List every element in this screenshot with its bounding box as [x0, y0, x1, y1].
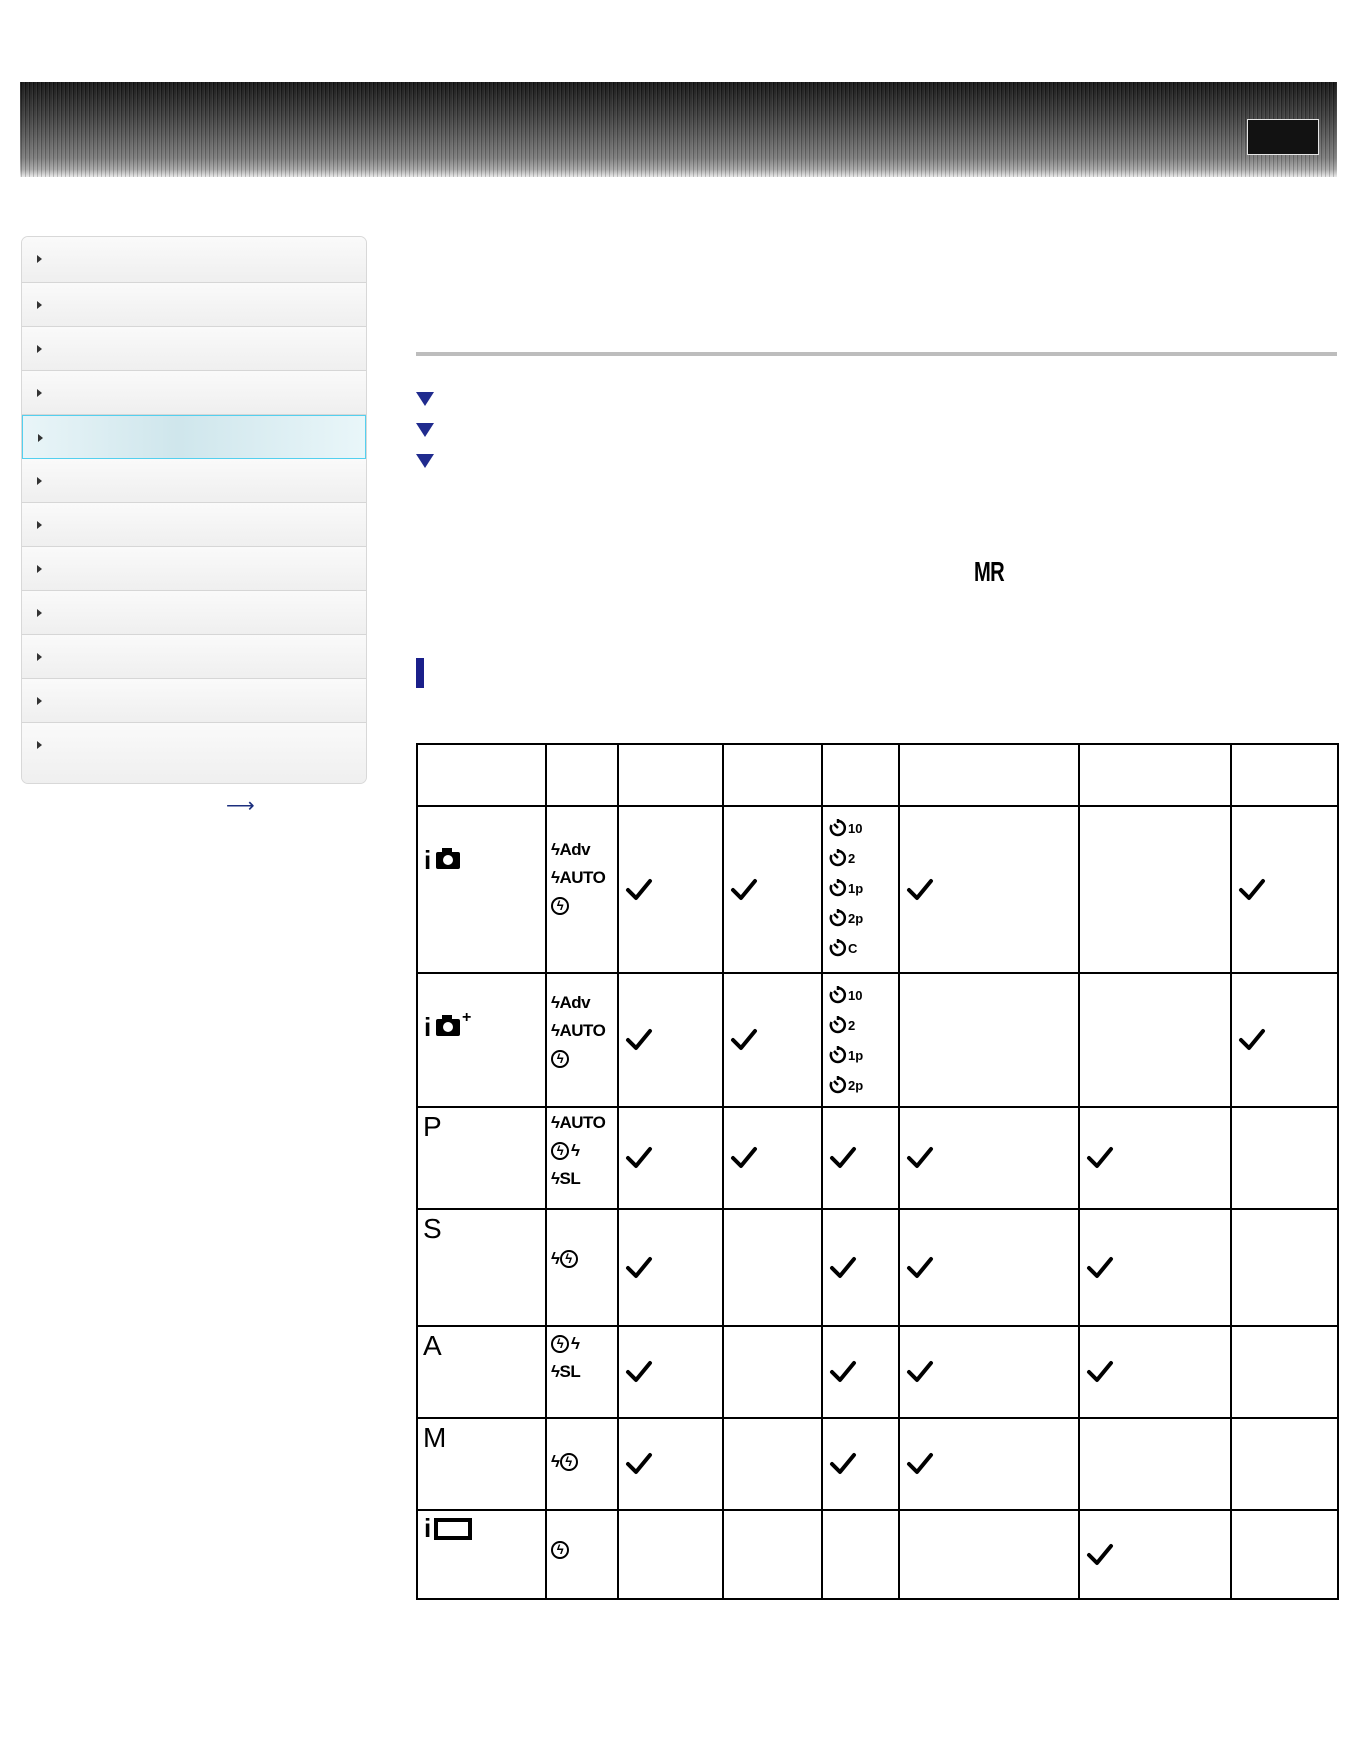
flash-cell	[546, 1418, 618, 1510]
timer-label: 1p	[848, 880, 864, 896]
flash-cell	[546, 1510, 618, 1599]
table-header-cell	[618, 744, 723, 806]
checkmark-icon	[1086, 1256, 1114, 1280]
flash-mode-icon	[551, 1110, 605, 1136]
feature-cell	[1079, 1510, 1231, 1599]
flash-mode-icon	[551, 1018, 605, 1044]
flash-mode-icon	[551, 1246, 580, 1272]
check-wrap	[619, 1210, 722, 1325]
shooting-mode-table	[416, 743, 1339, 1600]
checkmark-icon	[625, 1028, 653, 1052]
table-header-cell	[899, 744, 1079, 806]
table-row	[417, 1107, 1338, 1209]
check-wrap	[900, 1108, 1078, 1208]
right-arrow-icon[interactable]: ⟶	[226, 795, 255, 817]
mode-icon-wrap	[422, 841, 482, 878]
feature-cell	[899, 1510, 1079, 1599]
flash-cell	[546, 1107, 618, 1209]
sidebar-nav	[21, 236, 367, 784]
feature-cell	[1079, 1209, 1231, 1326]
feature-cell	[618, 1209, 723, 1326]
feature-cell	[1079, 1418, 1231, 1510]
mode-cell	[417, 1107, 546, 1209]
mode-cell	[417, 1510, 546, 1599]
check-wrap	[619, 1108, 722, 1208]
header-banner	[20, 82, 1337, 177]
feature-cell	[723, 973, 822, 1107]
feature-cell	[618, 1107, 723, 1209]
timer-dial-icon	[828, 1075, 848, 1095]
check-wrap	[724, 807, 821, 972]
flash-label: ϟAdv	[551, 993, 591, 1012]
timer-label: 10	[848, 820, 863, 836]
feature-cell	[899, 973, 1079, 1107]
self-timer-cell	[822, 1209, 899, 1326]
table-row	[417, 806, 1338, 973]
check-wrap	[900, 1419, 1078, 1509]
flash-mode-icon	[551, 837, 605, 863]
check-wrap	[900, 807, 1078, 972]
timer-label: C	[848, 940, 858, 956]
chevron-right-icon	[37, 345, 42, 353]
flash-label: ϟSL	[551, 1169, 581, 1188]
table-row	[417, 973, 1338, 1107]
table-row	[417, 1326, 1338, 1418]
self-timer-icon	[828, 1010, 863, 1040]
checkmark-icon	[906, 1146, 934, 1170]
flash-mode-icon	[551, 865, 605, 891]
flash-mode-list	[551, 1449, 580, 1475]
table-header-cell	[822, 744, 899, 806]
checkmark-icon	[625, 878, 653, 902]
check-wrap	[619, 974, 722, 1106]
check-wrap	[619, 1327, 722, 1417]
flash-off-icon: ϟ	[551, 1050, 569, 1068]
self-timer-icon	[828, 980, 863, 1010]
feature-cell	[1079, 1326, 1231, 1418]
checkmark-icon	[906, 1452, 934, 1476]
sidebar-item-7[interactable]	[22, 503, 366, 547]
self-timer-cell	[822, 973, 899, 1107]
table-header-cell	[546, 744, 618, 806]
timer-label: 2p	[848, 910, 864, 926]
mode-label: M	[423, 1422, 447, 1453]
timer-label: 10	[848, 987, 863, 1003]
feature-cell	[723, 1510, 822, 1599]
feature-cell	[1079, 806, 1231, 973]
timer-dial-icon	[828, 908, 848, 928]
mode-label: A	[423, 1330, 442, 1361]
mode-label: S	[423, 1213, 442, 1244]
checkmark-icon	[1086, 1543, 1114, 1567]
flash-label: ϟAUTO	[551, 868, 606, 887]
feature-cell	[1231, 1107, 1338, 1209]
flash-cell	[546, 973, 618, 1107]
timer-label: 2p	[848, 1077, 864, 1093]
feature-cell	[1231, 1209, 1338, 1326]
feature-cell	[899, 806, 1079, 973]
flash-cell	[546, 1209, 618, 1326]
timer-dial-icon	[828, 985, 848, 1005]
feature-cell	[1231, 806, 1338, 973]
timer-dial-icon	[828, 1015, 848, 1035]
check-wrap	[1080, 1327, 1230, 1417]
mode-cell	[417, 1326, 546, 1418]
self-timer-icon	[828, 873, 863, 903]
flash-mode-icon	[551, 990, 605, 1016]
checkmark-icon	[1086, 1146, 1114, 1170]
feature-cell	[723, 1326, 822, 1418]
mode-icon-wrap	[422, 1008, 482, 1045]
triangle-down-icon	[416, 454, 434, 468]
svg-text:i: i	[424, 1012, 432, 1040]
table-header-cell	[723, 744, 822, 806]
title-divider	[416, 352, 1337, 356]
check-wrap	[823, 1210, 898, 1325]
feature-cell	[723, 1418, 822, 1510]
svg-text:i: i	[424, 1513, 432, 1543]
flash-mode-list	[551, 1246, 580, 1272]
feature-cell	[1231, 1510, 1338, 1599]
feature-cell	[723, 806, 822, 973]
chevron-right-icon	[37, 697, 42, 705]
flash-label: ϟ	[571, 1334, 580, 1353]
check-wrap	[1232, 974, 1337, 1106]
checkmark-icon	[730, 1146, 758, 1170]
checkmark-icon	[1086, 1360, 1114, 1384]
flash-off-icon: ϟ	[551, 1541, 569, 1559]
chevron-right-icon	[37, 389, 42, 397]
timer-dial-icon	[828, 938, 848, 958]
self-timer-icon	[828, 1070, 863, 1100]
mode-icon-wrap	[422, 1513, 482, 1550]
sidebar-item-9[interactable]	[22, 591, 366, 635]
self-timer-list	[828, 813, 863, 963]
check-wrap	[1080, 1108, 1230, 1208]
sidebar-item-11[interactable]	[22, 679, 366, 723]
self-timer-icon	[828, 1040, 863, 1070]
feature-cell	[899, 1209, 1079, 1326]
mode-cell	[417, 973, 546, 1107]
checkmark-icon	[906, 1256, 934, 1280]
sidebar-item-1[interactable]	[22, 237, 366, 283]
check-wrap	[900, 1327, 1078, 1417]
flash-off-icon: ϟ	[551, 1335, 569, 1353]
intelligent-auto-icon	[422, 841, 482, 873]
svg-text:i: i	[424, 845, 432, 873]
chevron-right-icon	[37, 521, 42, 529]
self-timer-cell	[822, 806, 899, 973]
sidebar-item-4[interactable]	[22, 371, 366, 415]
check-wrap	[619, 1419, 722, 1509]
checkmark-icon	[730, 878, 758, 902]
chevron-right-icon	[37, 255, 42, 263]
table-row	[417, 1418, 1338, 1510]
flash-mode-list	[551, 837, 605, 919]
checkmark-icon	[829, 1452, 857, 1476]
table-row	[417, 1209, 1338, 1326]
checkmark-icon	[829, 1146, 857, 1170]
checkmark-icon	[625, 1360, 653, 1384]
flash-mode-icon	[551, 1046, 605, 1072]
svg-text:+: +	[462, 1009, 472, 1026]
feature-cell	[899, 1107, 1079, 1209]
table-row	[417, 1510, 1338, 1599]
section-marker	[416, 658, 424, 688]
check-wrap	[900, 1210, 1078, 1325]
feature-cell	[618, 973, 723, 1107]
self-timer-cell	[822, 1510, 899, 1599]
flash-label: ϟAdv	[551, 840, 591, 859]
flash-mode-icon	[551, 1537, 571, 1563]
timer-dial-icon	[828, 818, 848, 838]
self-timer-cell	[822, 1107, 899, 1209]
table-header-cell	[1079, 744, 1231, 806]
table-header-cell	[417, 744, 546, 806]
mode-cell	[417, 1209, 546, 1326]
flash-label: ϟ	[571, 1141, 580, 1160]
checkmark-icon	[730, 1028, 758, 1052]
checkmark-icon	[829, 1360, 857, 1384]
flash-mode-list	[551, 1537, 571, 1563]
flash-label: ϟSL	[551, 1362, 581, 1381]
feature-cell	[723, 1107, 822, 1209]
self-timer-icon	[828, 843, 863, 873]
check-wrap	[823, 1108, 898, 1208]
feature-cell	[899, 1418, 1079, 1510]
checkmark-icon	[1238, 1028, 1266, 1052]
flash-label: ϟAUTO	[551, 1021, 606, 1040]
feature-cell	[723, 1209, 822, 1326]
checkmark-icon	[906, 878, 934, 902]
chevron-right-icon	[37, 477, 42, 485]
feature-cell	[1231, 1418, 1338, 1510]
feature-cell	[618, 1510, 723, 1599]
timer-dial-icon	[828, 1045, 848, 1065]
superior-auto-icon	[422, 1008, 482, 1040]
check-wrap	[1080, 1210, 1230, 1325]
feature-cell	[1079, 1107, 1231, 1209]
feature-cell	[1079, 973, 1231, 1107]
sidebar-item-3[interactable]	[22, 327, 366, 371]
sidebar-item-10[interactable]	[22, 635, 366, 679]
feature-cell	[1231, 1326, 1338, 1418]
checkmark-icon	[906, 1360, 934, 1384]
self-timer-icon	[828, 933, 863, 963]
chevron-right-icon	[38, 434, 43, 442]
flash-mode-icon	[551, 1449, 580, 1475]
flash-label: ϟAUTO	[551, 1113, 606, 1132]
timer-dial-icon	[828, 878, 848, 898]
sidebar-item-6[interactable]	[22, 459, 366, 503]
flash-off-icon: ϟ	[560, 1250, 578, 1268]
check-wrap	[724, 974, 821, 1106]
check-wrap	[823, 1419, 898, 1509]
checkmark-icon	[625, 1452, 653, 1476]
flash-cell	[546, 806, 618, 973]
flash-off-icon: ϟ	[551, 1142, 569, 1160]
table-header-row	[417, 744, 1338, 806]
chevron-right-icon	[37, 653, 42, 661]
self-timer-icon	[828, 813, 863, 843]
self-timer-icon	[828, 903, 863, 933]
check-wrap	[1080, 1511, 1230, 1598]
table-header-cell	[1231, 744, 1338, 806]
self-timer-list	[828, 980, 863, 1100]
feature-cell	[618, 1418, 723, 1510]
chevron-right-icon	[37, 741, 42, 749]
chevron-right-icon	[37, 609, 42, 617]
mode-cell	[417, 1418, 546, 1510]
flash-mode-list	[551, 1331, 580, 1385]
self-timer-cell	[822, 1326, 899, 1418]
chevron-right-icon	[37, 565, 42, 573]
mode-label: P	[423, 1111, 442, 1142]
header-button[interactable]	[1247, 119, 1319, 155]
triangle-down-icon	[416, 392, 434, 406]
checkmark-icon	[829, 1256, 857, 1280]
feature-cell	[1231, 973, 1338, 1107]
triangle-down-icon	[416, 423, 434, 437]
sidebar-item-5[interactable]	[22, 415, 366, 459]
sidebar-item-8[interactable]	[22, 547, 366, 591]
sidebar-item-12[interactable]	[22, 723, 366, 783]
flash-mode-list	[551, 990, 605, 1072]
self-timer-cell	[822, 1418, 899, 1510]
flash-mode-list	[551, 1110, 605, 1192]
panorama-icon	[422, 1513, 482, 1545]
flash-mode-icon	[551, 1331, 580, 1357]
flash-mode-icon	[551, 893, 605, 919]
checkmark-icon	[1238, 878, 1266, 902]
flash-off-icon: ϟ	[551, 897, 569, 915]
check-wrap	[619, 807, 722, 972]
mode-cell	[417, 806, 546, 973]
flash-cell	[546, 1326, 618, 1418]
timer-label: 1p	[848, 1047, 864, 1063]
feature-cell	[899, 1326, 1079, 1418]
flash-mode-icon	[551, 1359, 580, 1385]
flash-off-icon: ϟ	[560, 1453, 578, 1471]
check-wrap	[823, 1327, 898, 1417]
timer-label: 2	[848, 1017, 856, 1033]
flash-label: ϟ	[551, 1249, 560, 1268]
flash-label: ϟ	[551, 1452, 560, 1471]
timer-dial-icon	[828, 848, 848, 868]
flash-mode-icon	[551, 1138, 605, 1164]
feature-cell	[618, 806, 723, 973]
check-wrap	[724, 1108, 821, 1208]
sidebar-item-2[interactable]	[22, 283, 366, 327]
mr-symbol: MR	[974, 556, 1004, 587]
timer-label: 2	[848, 850, 856, 866]
check-wrap	[1232, 807, 1337, 972]
feature-cell	[618, 1326, 723, 1418]
chevron-right-icon	[37, 301, 42, 309]
flash-mode-icon	[551, 1166, 605, 1192]
checkmark-icon	[625, 1146, 653, 1170]
checkmark-icon	[625, 1256, 653, 1280]
